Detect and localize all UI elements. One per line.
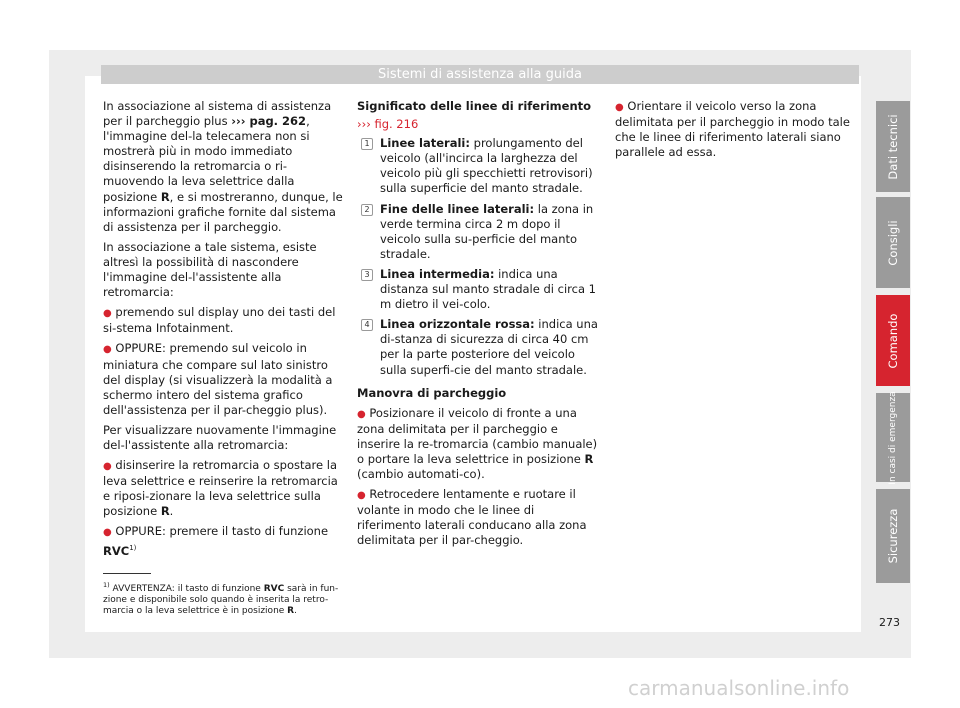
tab-in-casi-di-emergenza[interactable]: In casi di emergenza (876, 393, 910, 482)
list-item: ● Posizionare il veicolo di fronte a una zona delimitata per il parcheggio e inserire la re-tromarcia (cambio manuale) o portare la leva selettrice in posizione R (cambio automati-co). (357, 405, 598, 482)
numbered-item: 3 Linea intermedia: indica una distanza sul manto stradale di circa 1 m dietro il vei-colo. (357, 267, 601, 312)
section-title-reference-lines: Significato delle linee di riferimento (357, 99, 592, 113)
bullet-icon: ● (103, 308, 112, 320)
column-right (615, 99, 859, 165)
bullet-icon: ● (103, 527, 112, 539)
footnote-divider (103, 573, 151, 574)
section-title-parking: Manovra di parcheggio (357, 385, 507, 400)
tab-dati-tecnici[interactable]: Dati tecnici (876, 101, 910, 192)
numbered-item: 4 Linea orizzontale rossa: indica una di-stanza di sicurezza di circa 40 cm per la parte posteriore del veicolo sulla superfi-cie del manto stradale. (357, 317, 601, 377)
footnote-marker: 1) (129, 543, 137, 552)
bullet-icon: ● (357, 490, 366, 502)
numbered-item: 1 Linee laterali: prolungamento del veicolo (all'incirca la larghezza del veicolo più gli specchietti retrovisori) sulla superficie del manto stradale. (357, 136, 601, 196)
page-number: 273 (879, 616, 900, 629)
list-item: ● premendo sul display uno dei tasti del si-stema Infotainment. (103, 305, 336, 336)
list-item: ● Orientare il veicolo verso la zona delimitata per il parcheggio in modo tale che le linee di riferimento laterali siano parallele ad essa. (615, 99, 850, 160)
list-item: ● OPPURE: premendo sul veicolo in miniatura che compare sul lato sinistro del display (si visualizzerà la modalità a schermo intero del sistema grafico dell'assistenza per il par-cheggio plus). (103, 341, 333, 417)
tab-sicurezza[interactable]: Sicurezza (876, 489, 910, 583)
paragraph-show-again: Per visualizzare nuovamente l'immagine del-l'assistente alla retromarcia: (103, 422, 337, 452)
number-badge: 4 (361, 319, 373, 331)
list-item: ● OPPURE: premere il tasto di funzione RVC$^{1)}$ (103, 524, 329, 558)
tab-comando[interactable]: Comando (876, 295, 910, 386)
figure-reference-link[interactable]: ››› fig. 216 (357, 117, 419, 132)
numbered-item: 2 Fine delle linee laterali: la zona in verde termina circa 2 m dopo il veicolo sulla su-perficie del manto stradale. (357, 202, 601, 262)
paragraph-hide-info: In associazione a tale sistema, esiste altresì la possibilità di nascondere l'immagine del-l'assistente alla retromarcia: (103, 239, 317, 300)
number-badge: 3 (361, 269, 373, 281)
number-badge: 2 (361, 204, 373, 216)
column-left (103, 99, 345, 563)
list-item: ● Retrocedere lentamente e ruotare il volante in modo che le linee di riferimento laterali conducano alla zona delimitata per il par-cheggio. (357, 487, 587, 548)
tab-consigli[interactable]: Consigli (876, 197, 910, 288)
number-badge: 1 (361, 138, 373, 150)
bullet-icon: ● (103, 461, 112, 473)
paragraph-intro: In associazione al sistema di assistenza per il parcheggio plus ››› pag. 262, l'immagine del-la telecamera non si mostrerà più in modo immediato disinserendo la retromarcia o ri-muovendo la leva selettrice dalla posizione R, e si mostreranno, dunque, le informazioni grafiche fornite dal sistema di assistenza per il parcheggio. (103, 99, 343, 234)
watermark: carmanualsonline.info (628, 676, 850, 700)
bullet-icon: ● (357, 408, 366, 420)
bullet-icon: ● (615, 102, 624, 113)
bullet-icon: ● (103, 344, 112, 356)
page-reference-link[interactable]: ››› pag. 262 (231, 114, 307, 129)
list-item: ● disinserire la retromarcia o spostare la leva selettrice e reinserire la retromarcia e riposi-zionare la leva selettrice sulla posizione R. (103, 458, 338, 519)
page-header: Sistemi di assistenza alla guida (101, 65, 859, 84)
footnote: $^{1)}$ AVVERTENZA: il tasto di funzione RVC sarà in fun-zione e disponibile solo quando è inserita la retro-marcia o la leva selettrice è in posizione R. (103, 581, 339, 616)
column-middle (357, 99, 601, 554)
